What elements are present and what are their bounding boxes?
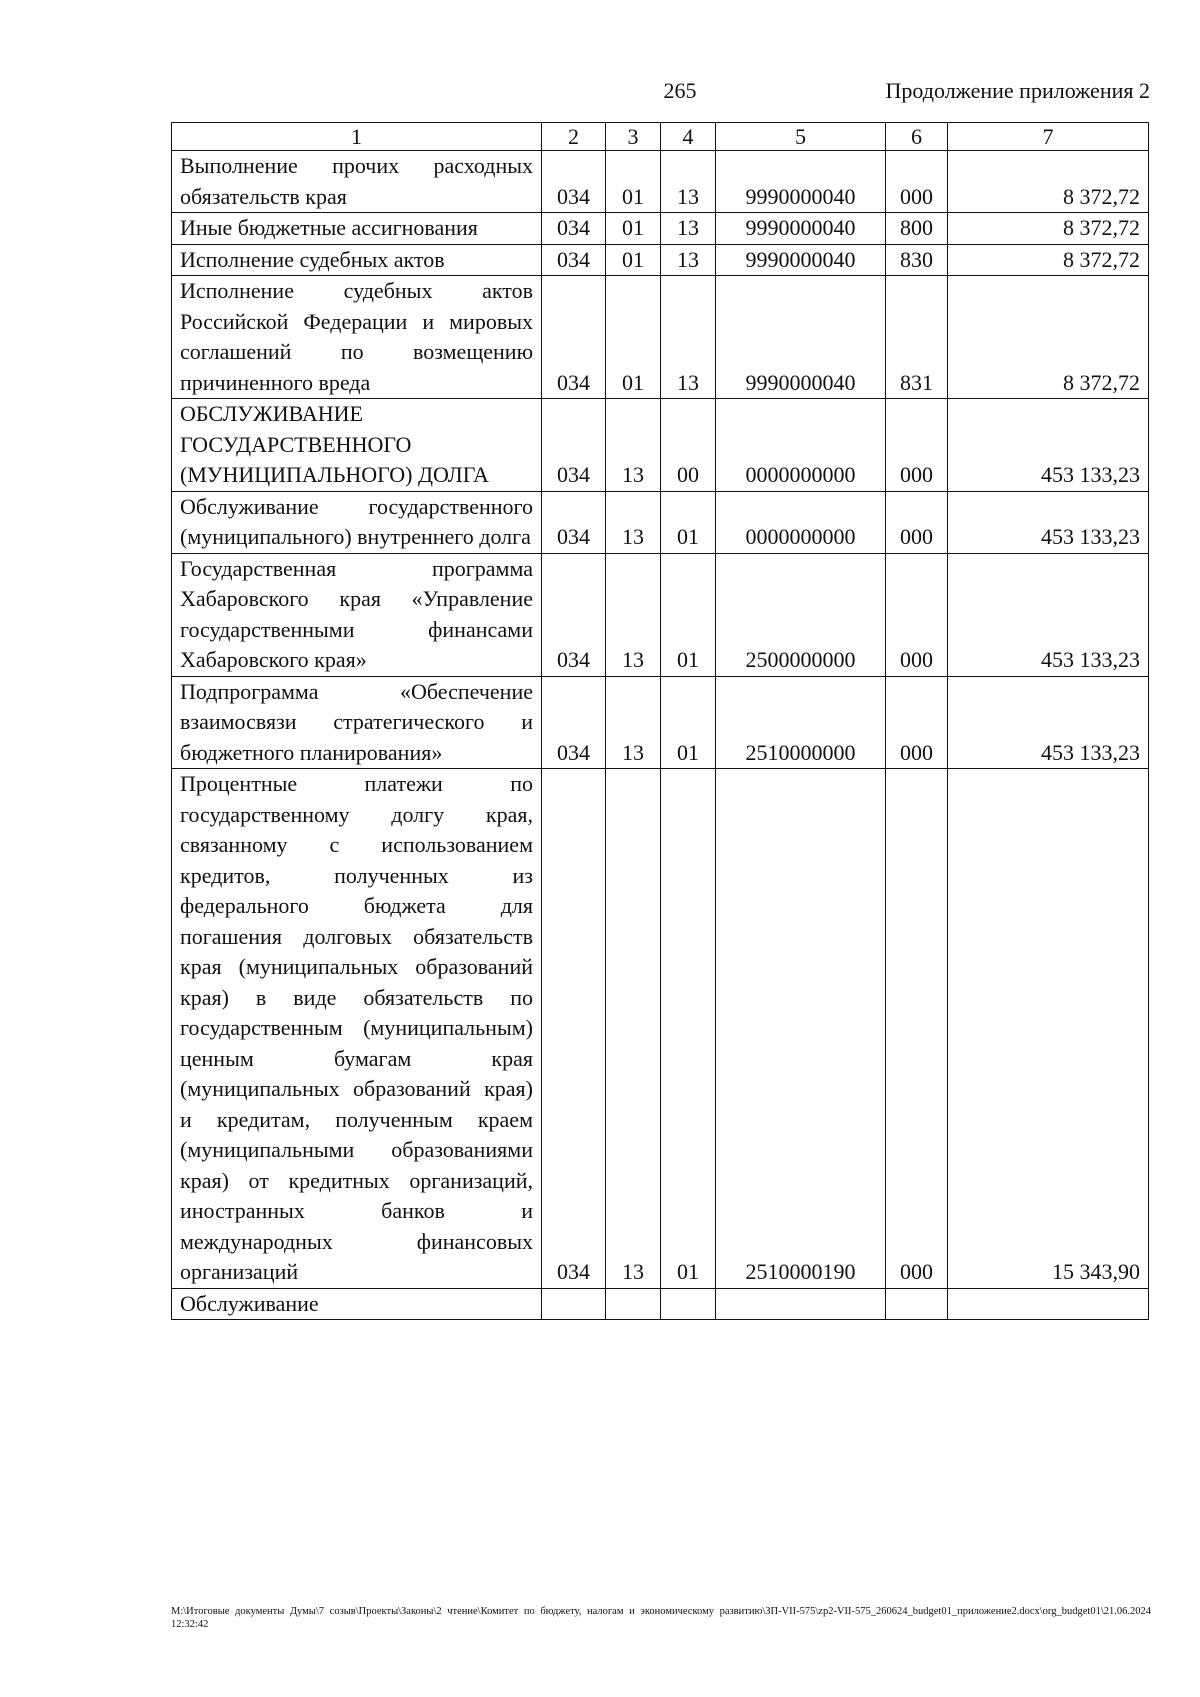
col-header-3: 3 xyxy=(606,123,661,151)
col-header-7: 7 xyxy=(948,123,1149,151)
cell-amount xyxy=(948,1288,1149,1320)
table-row xyxy=(172,244,1149,276)
cell-target-article: 9990000040 xyxy=(716,276,886,399)
cell-admin-code: 034 xyxy=(542,769,606,1289)
cell-expense-type: 800 xyxy=(886,213,948,245)
cell-target-article: 0000000000 xyxy=(716,399,886,492)
row-name: Исполнение судебных актов xyxy=(172,244,542,276)
row-name: Обслуживание государственного (муниципального) внутреннего долга xyxy=(172,491,542,553)
row-name: Подпрограмма «Обеспечение взаимосвязи стратегического и бюджетного планирования» xyxy=(172,676,542,769)
cell-expense-type: 000 xyxy=(886,676,948,769)
table-row xyxy=(172,491,1149,553)
cell-subsection xyxy=(661,1288,716,1320)
cell-admin-code: 034 xyxy=(542,244,606,276)
row-name: Выполнение прочих расходных обязательств края xyxy=(172,151,542,213)
cell-target-article: 9990000040 xyxy=(716,213,886,245)
table-row xyxy=(172,769,1149,1289)
cell-expense-type xyxy=(886,1288,948,1320)
cell-expense-type: 000 xyxy=(886,769,948,1289)
cell-target-article: 9990000040 xyxy=(716,151,886,213)
table-row xyxy=(172,151,1149,213)
cell-section: 13 xyxy=(606,676,661,769)
table-row xyxy=(172,213,1149,245)
cell-subsection: 13 xyxy=(661,213,716,245)
cell-expense-type: 000 xyxy=(886,151,948,213)
file-path-footer: М:\Итоговые документы Думы\7 созыв\Проекты\Законы\2 чтение\Комитет по бюджету, налогам и экономическому развитию\ЗП-VII-575\zp2-VII-575_260624_budget01_приложение2.docx\org_budget01\21.06.2024 12:32:42 xyxy=(171,1606,1151,1630)
cell-admin-code: 034 xyxy=(542,676,606,769)
cell-section: 01 xyxy=(606,276,661,399)
cell-admin-code: 034 xyxy=(542,553,606,676)
cell-target-article: 2510000000 xyxy=(716,676,886,769)
row-name: Обслуживание xyxy=(172,1288,542,1320)
budget-table xyxy=(171,122,1149,1320)
cell-section: 13 xyxy=(606,769,661,1289)
cell-target-article: 0000000000 xyxy=(716,491,886,553)
cell-subsection: 13 xyxy=(661,151,716,213)
col-header-4: 4 xyxy=(661,123,716,151)
table-row xyxy=(172,1288,1149,1320)
cell-amount: 453 133,23 xyxy=(948,491,1149,553)
cell-section: 01 xyxy=(606,151,661,213)
cell-amount: 8 372,72 xyxy=(948,276,1149,399)
table-row xyxy=(172,276,1149,399)
cell-admin-code: 034 xyxy=(542,399,606,492)
cell-amount: 15 343,90 xyxy=(948,769,1149,1289)
cell-admin-code: 034 xyxy=(542,491,606,553)
cell-subsection: 01 xyxy=(661,553,716,676)
cell-amount: 453 133,23 xyxy=(948,676,1149,769)
cell-target-article xyxy=(716,1288,886,1320)
cell-subsection: 01 xyxy=(661,769,716,1289)
cell-amount: 8 372,72 xyxy=(948,151,1149,213)
page-number: 265 xyxy=(663,78,697,103)
cell-target-article: 9990000040 xyxy=(716,244,886,276)
cell-section: 01 xyxy=(606,213,661,245)
row-name: Государственная программа Хабаровского края «Управление государственными финансами Хабаровского края» xyxy=(172,553,542,676)
row-name: ОБСЛУЖИВАНИЕ ГОСУДАРСТВЕННОГО (МУНИЦИПАЛЬНОГО) ДОЛГА xyxy=(172,399,542,492)
col-header-5: 5 xyxy=(716,123,886,151)
cell-subsection: 13 xyxy=(661,244,716,276)
row-name: Иные бюджетные ассигнования xyxy=(172,213,542,245)
cell-amount: 8 372,72 xyxy=(948,244,1149,276)
cell-admin-code: 034 xyxy=(542,276,606,399)
cell-section: 13 xyxy=(606,399,661,492)
cell-amount: 8 372,72 xyxy=(948,213,1149,245)
header-row xyxy=(172,123,1149,151)
col-header-6: 6 xyxy=(886,123,948,151)
table-row xyxy=(172,676,1149,769)
cell-expense-type: 000 xyxy=(886,399,948,492)
cell-subsection: 00 xyxy=(661,399,716,492)
cell-subsection: 01 xyxy=(661,676,716,769)
col-header-1: 1 xyxy=(172,123,542,151)
col-header-2: 2 xyxy=(542,123,606,151)
cell-expense-type: 000 xyxy=(886,491,948,553)
cell-expense-type: 000 xyxy=(886,553,948,676)
cell-admin-code xyxy=(542,1288,606,1320)
cell-section: 13 xyxy=(606,553,661,676)
cell-section xyxy=(606,1288,661,1320)
cell-expense-type: 830 xyxy=(886,244,948,276)
table-row xyxy=(172,399,1149,492)
cell-admin-code: 034 xyxy=(542,213,606,245)
cell-target-article: 2500000000 xyxy=(716,553,886,676)
cell-admin-code: 034 xyxy=(542,151,606,213)
table-row xyxy=(172,553,1149,676)
cell-section: 13 xyxy=(606,491,661,553)
cell-subsection: 13 xyxy=(661,276,716,399)
row-name: Исполнение судебных актов Российской Федерации и мировых соглашений по возмещению причиненного вреда xyxy=(172,276,542,399)
cell-amount: 453 133,23 xyxy=(948,553,1149,676)
row-name: Процентные платежи по государственному долгу края, связанному с использованием кредитов, полученных из федерального бюджета для погашения долговых обязательств края (муниципальных образований края) в виде обязательств по государственным (муниципальным) ценным бумагам края (муниципальных образований края) и кредитам, полученным краем (муниципальными образованиями края) от кредитных организаций, иностранных банков и международных финансовых организаций xyxy=(172,769,542,1289)
cell-subsection: 01 xyxy=(661,491,716,553)
cell-section: 01 xyxy=(606,244,661,276)
cell-expense-type: 831 xyxy=(886,276,948,399)
continuation-label: Продолжение приложения 2 xyxy=(885,78,1150,103)
cell-amount: 453 133,23 xyxy=(948,399,1149,492)
cell-target-article: 2510000190 xyxy=(716,769,886,1289)
